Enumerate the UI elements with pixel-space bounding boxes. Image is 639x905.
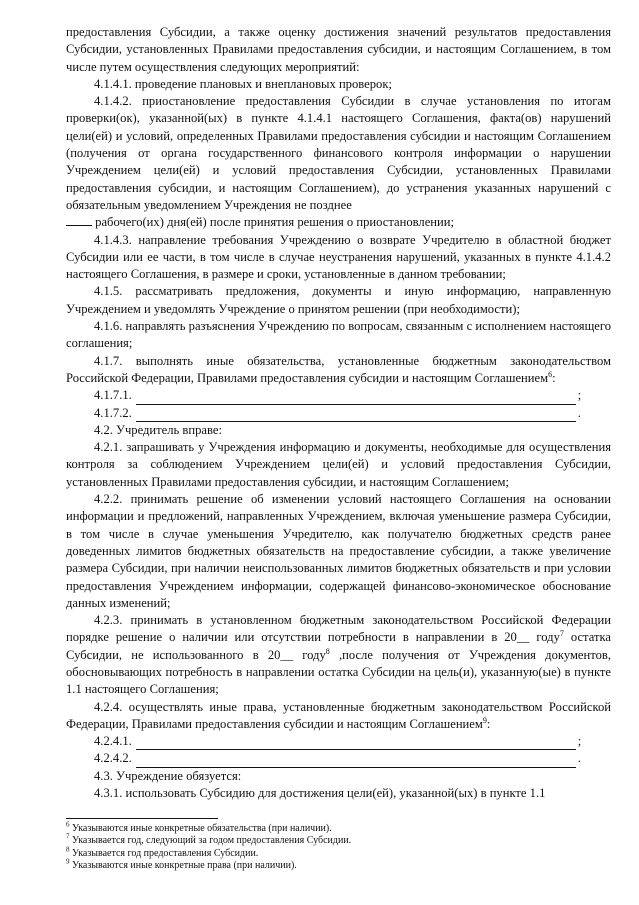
paragraph-4-1-7-after: :	[552, 370, 556, 385]
paragraph-4-1-4-2	[66, 93, 611, 231]
paragraph-4-2-4	[66, 699, 611, 734]
footnote-9	[66, 857, 611, 872]
paragraph-4-2-1: 4.2.1. запрашивать у Учреждения информацию и документы, необходимые для осуществления контроля за соблюдением Учреждением цели(ей) и условий предоставления Субсидии, установленных Правилами предоставления субсидии, и настоящим Соглашением;	[66, 440, 611, 489]
paragraph-intro: предоставления Субсидии, а также оценку достижения значений результатов предоставления Субсидии, установленных Правилами предоставления субсидии, и настоящим Соглашением, в том числе путем осуществления следующих мероприятий:	[66, 25, 611, 74]
blank-line-end: .	[577, 405, 581, 420]
paragraph-4-3: 4.3. Учреждение обязуется:	[94, 768, 242, 783]
footnote-ref-6: 6	[548, 369, 553, 379]
paragraph-4-1-4-1: 4.1.4.1. проведение плановых и внеплановых проверок;	[94, 76, 392, 91]
blank-line-number: 4.1.7.2.	[94, 405, 132, 420]
blank-line-rule	[136, 391, 576, 405]
footnote-text: Указываются иные конкретные права (при наличии).	[72, 860, 297, 872]
footnote-ref-8: 8	[325, 646, 330, 656]
blank-line-end: .	[577, 751, 581, 766]
paragraph-4-2-3	[66, 612, 611, 698]
blank-line-end: ;	[577, 734, 582, 749]
footnote-8	[66, 845, 611, 860]
paragraph-4-2-4-text: 4.2.4. осуществлять иные права, установленные бюджетным законодательством Российской Федерации, Правилами предоставления субсидии и настоящим Соглашением	[66, 699, 611, 731]
footnote-text: Указывается год, следующий за годом предоставления Субсидии.	[72, 835, 352, 847]
blank-line-rule	[136, 754, 576, 768]
blank-line-number: 4.2.4.2.	[94, 751, 132, 766]
footnote-text: Указываются иные конкретные обязательства (при наличии).	[72, 823, 332, 834]
blank-line-4-1-7-2	[94, 405, 611, 422]
paragraph-4-1-4-3: 4.1.4.3. направление требования Учреждению о возврате Учредителю в областной бюджет Субсидии или ее части, в том числе в случае неустранения нарушений, указанных в пункте 4.1.4.2 настоящего Соглашения, в размере и сроки, установленные в данном требовании;	[66, 232, 611, 282]
blank-line-rule	[136, 408, 576, 422]
footnote-mark: 6	[66, 820, 70, 829]
footnote-7	[66, 835, 611, 847]
blank-line-4-2-4-2	[94, 750, 611, 767]
paragraph-4-1-4-2-text: 4.1.4.2. приостановление предоставления Субсидии в случае установления по итогам проверки(ок), указанной(ых) в пункте 4.1.4.1 настоящего Соглашения, факта(ов) нарушений цели(ей) и условий, определенных Правилами предоставления субсидии и настоящим Соглашением (получения от органа государственного финансового контроля информации о нарушении Учреждением цели(ей) и условий предоставления Субсидии, установленных Правилами предоставления субсидии, и настоящим Соглашением), до устранения указанных нарушений с обязательным уведомлением Учреждения не позднее	[66, 94, 611, 212]
blank-line-number: 4.2.4.1.	[94, 734, 132, 749]
days-blank-field	[66, 214, 92, 226]
paragraph-4-2: 4.2. Учредитель вправе:	[94, 422, 222, 437]
paragraph-4-3-1: 4.3.1. использовать Субсидию для достижения цели(ей), указанной(ых) в пункте 1.1	[94, 786, 546, 801]
blank-line-4-2-4-1	[94, 733, 611, 750]
footnote-ref-7: 7	[559, 629, 564, 639]
footnotes	[66, 820, 611, 873]
blank-line-4-1-7-1	[94, 387, 611, 404]
paragraph-4-1-4-2-tail: рабочего(их) дня(ей) после принятия решения о приостановлении;	[95, 215, 454, 230]
footnote-separator	[66, 818, 218, 819]
footnote-mark: 8	[66, 845, 70, 854]
paragraph-4-2-3-mid: остатка Субсидии, не использованного в 20__ году	[66, 630, 611, 662]
paragraph-4-1-7-text: 4.1.7. выполнять иные обязательства, установленные бюджетным законодательством Российской Федерации, Правилами предоставления субсидии и настоящим Соглашением	[66, 353, 611, 385]
paragraph-4-2-3-text: 4.2.3. принимать в установленном бюджетным законодательством Российской Федерации порядке решение о наличии или отсутствии потребности в направлении в 20__ году	[66, 613, 611, 645]
footnote-mark: 9	[66, 857, 70, 866]
footnote-text: Указывается год предоставления Субсидии.	[72, 847, 259, 859]
paragraph-4-1-6: 4.1.6. направлять разъяснения Учреждению по вопросам, связанным с исполнением настоящего соглашения;	[66, 319, 611, 351]
paragraph-4-2-4-after: :	[486, 716, 491, 731]
footnote-6	[66, 820, 611, 835]
paragraph-4-1-7	[66, 353, 611, 388]
paragraph-4-1-5: 4.1.5. рассматривать предложения, документы и иную информацию, направленную Учреждением и уведомлять Учреждение о принятом решении (при необходимости);	[66, 284, 611, 316]
paragraph-4-2-2: 4.2.2. принимать решение об изменении условий настоящего Соглашения на основании информации и предложений, направленных Учреждением, включая уменьшение размера Субсидии, в том числе в случае уменьшения Учредителю, как получателю бюджетных средств ранее доведенных лимитов бюджетных обязательств на предоставление субсидии, а также увеличение размера Субсидии, при наличии неиспользованных лимитов бюджетных обязательств и при условии предоставления Учреждением информации, содержащей финансово-экономическое обоснование данных изменений;	[66, 492, 611, 610]
paragraph-4-2-3-after: ,после получения от Учреждения документов, обосновывающих потребность в направлении остатка Субсидии на цель(и), указанную(ые) в пункте 1.1 настоящего Соглашения;	[66, 647, 611, 697]
footnote-mark: 7	[66, 833, 70, 842]
blank-line-end: ;	[577, 388, 582, 403]
blank-line-number: 4.1.7.1.	[94, 388, 132, 403]
blank-line-rule	[136, 736, 576, 750]
footnote-ref-9: 9	[482, 715, 487, 725]
